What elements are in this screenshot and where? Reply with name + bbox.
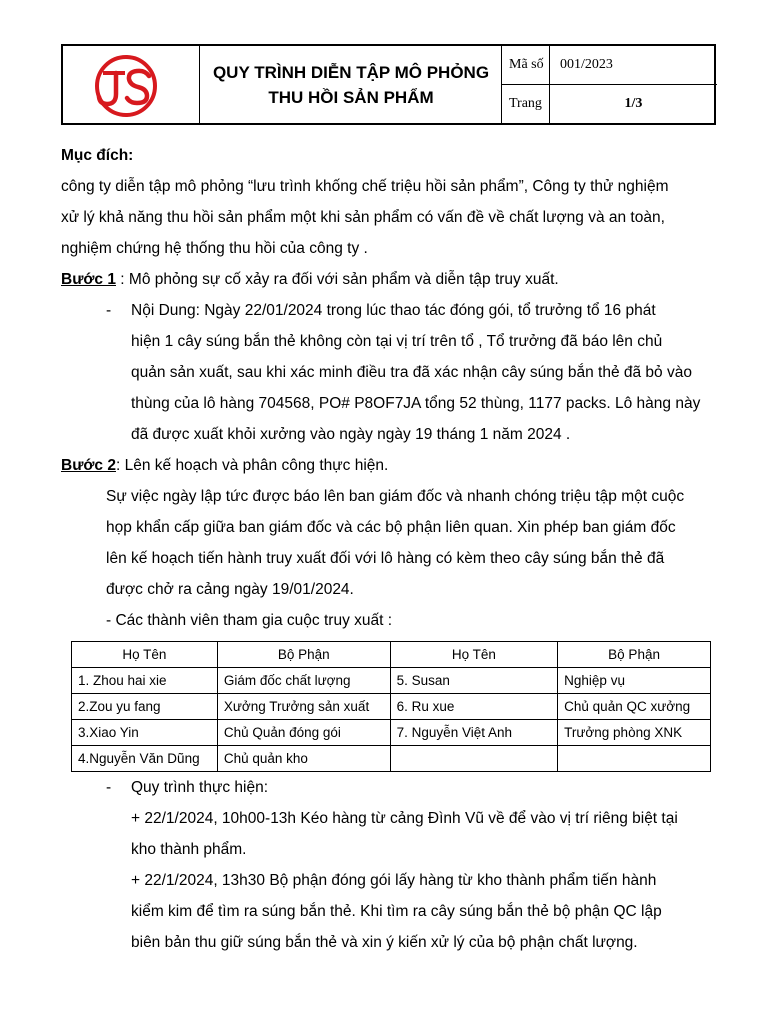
table-cell: Trưởng phòng XNK	[558, 720, 711, 746]
step2-label: Bước 2	[61, 457, 116, 474]
table-cell: Xưởng Trưởng sản xuất	[217, 694, 390, 720]
table-row	[72, 668, 711, 694]
page-label: Trang	[502, 85, 550, 123]
table-cell: Giám đốc chất lượng	[217, 668, 390, 694]
purpose-line: nghiệm chứng hệ thống thu hồi của công ty .	[61, 240, 368, 257]
purpose-line: xử lý khả năng thu hồi sản phẩm một khi sản phẩm có vấn đề về chất lượng và an toàn,	[61, 209, 665, 226]
table-cell: 3.Xiao Yin	[72, 720, 218, 746]
bullet-dash: -	[106, 779, 112, 796]
column-header: Họ Tên	[390, 642, 558, 668]
step1-line: Nội Dung: Ngày 22/01/2024 trong lúc thao tác đóng gói, tổ trưởng tổ 16 phát	[131, 302, 656, 319]
step2-line: được chở ra cảng ngày 19/01/2024.	[106, 581, 354, 598]
step2-text: : Lên kế hoạch và phân công thực hiện.	[115, 457, 389, 474]
purpose-heading: Mục đích:	[61, 147, 134, 164]
step2-heading	[61, 456, 388, 476]
step1-line: quản sản xuất, sau khi xác minh điều tra đã xác nhận cây súng bắn thẻ đã bỏ vào	[131, 364, 692, 381]
column-header: Họ Tên	[72, 642, 218, 668]
procedure-heading: Quy trình thực hiện:	[131, 779, 269, 796]
procedure-line: + 22/1/2024, 13h30 Bộ phận đóng gói lấy hàng từ kho thành phẩm tiến hành	[131, 872, 657, 889]
table-cell: 7. Nguyễn Việt Anh	[390, 720, 558, 746]
table-cell: 4.Nguyễn Văn Dũng	[72, 746, 218, 772]
title-line-1: QUY TRÌNH DIỄN TẬP MÔ PHỎNG	[212, 62, 490, 82]
column-header: Bộ Phận	[217, 642, 390, 668]
step1-line: thùng của lô hàng 704568, PO# P8OF7JA tổng 52 thùng, 1177 packs. Lô hàng này	[131, 395, 701, 412]
step1-text: : Mô phỏng sự cố xảy ra đối với sản phẩm và diễn tập truy xuất.	[115, 271, 559, 288]
table-cell: Chủ Quản đóng gói	[217, 720, 390, 746]
table-cell: 1. Zhou hai xie	[72, 668, 218, 694]
table-row	[72, 694, 711, 720]
page-row	[502, 85, 717, 123]
table-cell	[390, 746, 558, 772]
page-value: 1/3	[624, 96, 643, 111]
company-logo-icon	[63, 46, 199, 123]
table-cell: Nghiệp vụ	[558, 668, 711, 694]
members-intro: - Các thành viên tham gia cuộc truy xuất :	[106, 612, 393, 629]
purpose-line: công ty diễn tập mô phỏng “lưu trình khống chế triệu hồi sản phẩm”, Công ty thử nghiệm	[61, 178, 669, 195]
table-cell	[558, 746, 711, 772]
table-header-row	[72, 642, 711, 668]
procedure-line: + 22/1/2024, 10h00-13h Kéo hàng từ cảng Đình Vũ về để vào vị trí riêng biệt tại	[131, 810, 678, 827]
table-row	[72, 746, 711, 772]
table-cell: 6. Ru xue	[390, 694, 558, 720]
procedure-line: kiểm kim để tìm ra súng bắn thẻ. Khi tìm ra cây súng bắn thẻ bộ phận QC lập	[131, 903, 662, 920]
title-line-2: THU HỒI SẢN PHẨM	[268, 87, 434, 107]
bullet-dash: -	[106, 302, 112, 319]
table-row	[72, 720, 711, 746]
code-label: Mã số	[502, 46, 550, 84]
step1-line: đã được xuất khỏi xưởng vào ngày ngày 19 tháng 1 năm 2024 .	[131, 426, 571, 443]
procedure-line: biên bản thu giữ súng bắn thẻ và xin ý kiến xử lý của bộ phận chất lượng.	[131, 934, 638, 951]
step2-line: họp khẩn cấp giữa ban giám đốc và các bộ phận liên quan. Xin phép ban giám đốc	[106, 519, 676, 536]
step1-heading	[61, 270, 559, 290]
table-cell: Chủ quản kho	[217, 746, 390, 772]
document-meta	[501, 46, 717, 123]
step1-line: hiện 1 cây súng bắn thẻ không còn tại vị trí trên tổ , Tổ trưởng đã báo lên chủ	[131, 333, 663, 350]
code-row	[502, 46, 717, 85]
document-header	[61, 44, 716, 125]
step1-label: Bước 1	[61, 271, 116, 288]
table-cell: Chủ quản QC xưởng	[558, 694, 711, 720]
procedure-line: kho thành phẩm.	[131, 841, 247, 858]
code-value: 001/2023	[560, 57, 613, 72]
company-logo-cell	[63, 46, 200, 123]
step2-line: lên kế hoạch tiến hành truy xuất đối với lô hàng có kèm theo cây súng bắn thẻ đã	[106, 550, 665, 567]
members-table	[71, 641, 711, 772]
step2-line: Sự việc ngày lập tức được báo lên ban giám đốc và nhanh chóng triệu tập một cuộc	[106, 488, 685, 505]
table-cell: 2.Zou yu fang	[72, 694, 218, 720]
table-cell: 5. Susan	[390, 668, 558, 694]
document-title	[201, 46, 501, 123]
column-header: Bộ Phận	[558, 642, 711, 668]
